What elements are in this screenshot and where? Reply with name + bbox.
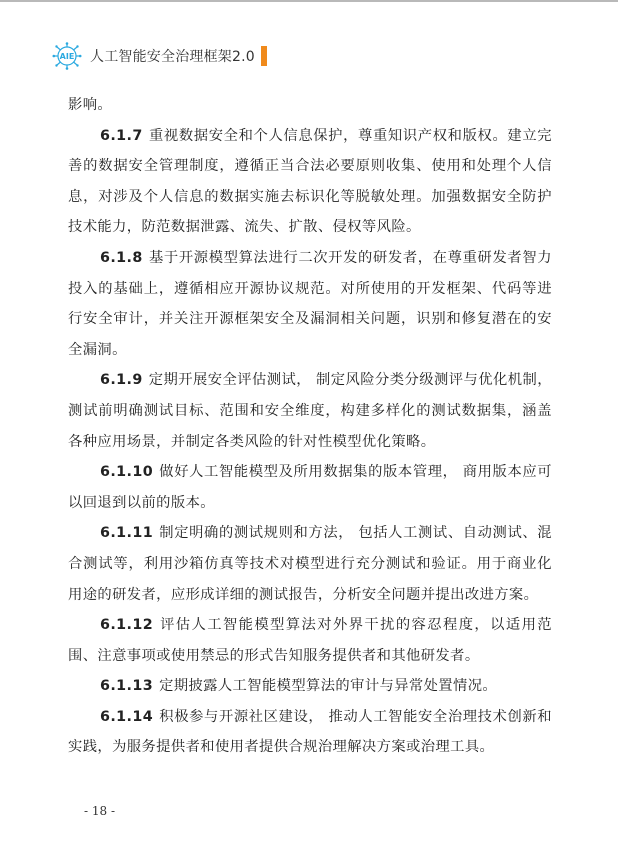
clause-text: 积极参与开源社区建设， 推动人工智能安全治理技术创新和实践，为服务提供者和使用者提供合规治理解决方案或治理工具。 [68,708,552,756]
header-accent-bar [261,46,267,66]
clause-6-1-11 [68,518,552,610]
clause-number: 6.1.12 [100,617,154,634]
clause-6-1-9 [68,365,552,457]
clause-text: 评估人工智能模型算法对外界干扰的容忍程度，以适用范围、注意事项或使用禁忌的形式告知服务提供者和其他研发者。 [68,617,552,664]
clause-text: 基于开源模型算法进行二次开发的研发者，在尊重研发者智力投入的基础上，遵循相应开源协议规范。对所使用的开发框架、代码等进行安全审计，并关注开源框架安全及漏洞相关问题，识别和修复潜在的安全漏洞。 [68,249,552,358]
document-body [68,90,552,763]
clause-6-1-10 [68,457,552,518]
clause-6-1-7 [68,121,552,243]
clause-text: 定期开展安全评估测试， 制定风险分类分级测评与优化机制，测试前明确测试目标、范围和安全维度，构建多样化的测试数据集，涵盖各种应用场景，并制定各类风险的针对性模型优化策略。 [68,372,552,450]
page-number: - 18 - [84,804,116,818]
clause-number: 6.1.13 [100,678,154,695]
clause-text: 制定明确的测试规则和方法， 包括人工测试、自动测试、混合测试等，利用沙箱仿真等技术对模型进行充分测试和验证。用于商业化用途的研发者，应形成详细的测试报告，分析安全问题并提出改进方案。 [68,525,552,603]
clause-6-1-14 [68,702,552,763]
intro-paragraph: 影响。 [68,97,113,113]
clause-number: 6.1.9 [100,372,143,389]
aie-logo-icon [52,42,82,70]
clause-6-1-8 [68,243,552,365]
clause-text: 重视数据安全和个人信息保护，尊重知识产权和版权。建立完善的数据安全管理制度，遵循正当合法必要原则收集、使用和处理个人信息，对涉及个人信息的数据实施去标识化等脱敏处理。加强数据安全防护技术能力，防范数据泄露、流失、扩散、侵权等风险。 [68,127,552,236]
clause-number: 6.1.10 [100,464,154,481]
clause-text: 定期披露人工智能模型算法的审计与异常处置情况。 [159,678,498,695]
clause-text: 做好人工智能模型及所用数据集的版本管理， 商用版本应可以回退到以前的版本。 [68,464,552,511]
document-title: 人工智能安全治理框架2.0 [90,49,255,65]
clause-number: 6.1.7 [100,127,143,144]
clause-6-1-13 [68,671,552,702]
page-header [52,42,267,70]
clause-6-1-12 [68,610,552,671]
clause-number: 6.1.14 [100,708,154,725]
top-rule [0,0,618,2]
clause-number: 6.1.8 [100,249,143,266]
svg-text:AIE: AIE [59,52,75,61]
clause-number: 6.1.11 [100,525,154,542]
